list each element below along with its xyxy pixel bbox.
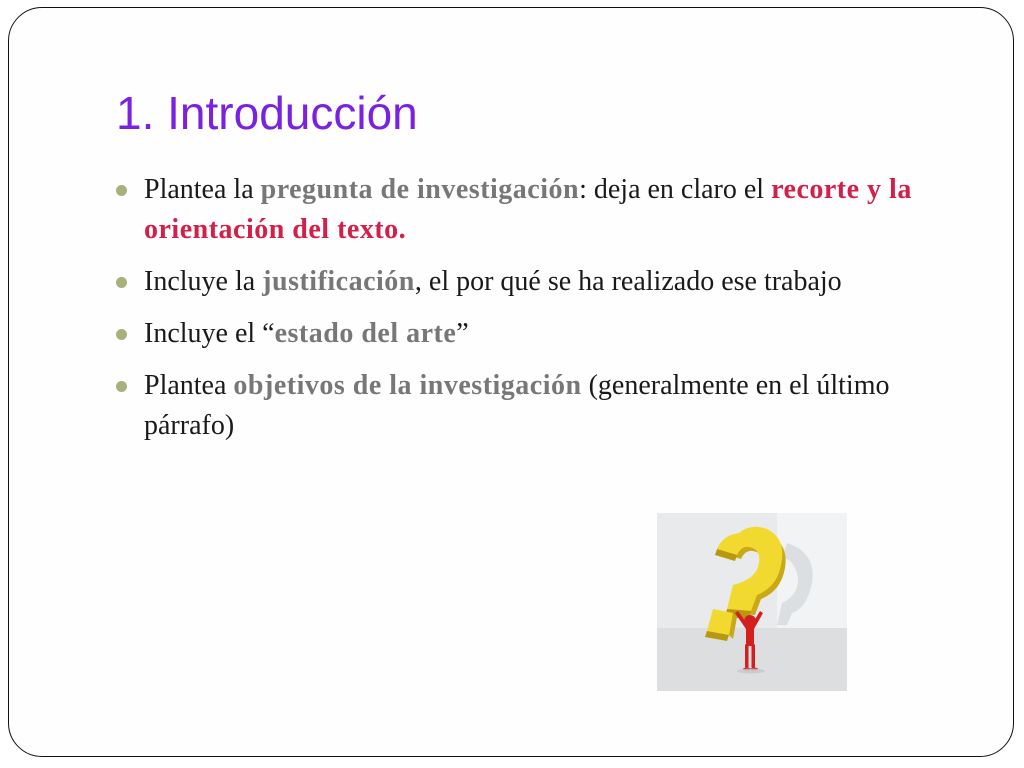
bullet-text: ”: [456, 318, 469, 349]
bullet-text: Incluye la: [144, 266, 263, 297]
bullet-item: [114, 314, 944, 354]
question-mark-figure-image: [657, 513, 847, 691]
bullet-text: Plantea: [144, 370, 234, 401]
bullet-text: , el por qué se ha realizado ese trabajo: [414, 266, 842, 297]
slide-title: 1. Introducción: [116, 87, 418, 139]
bullet-emphasis-text: recorte y la orientación del texto.: [144, 174, 912, 245]
bullet-dot-icon: [116, 381, 127, 392]
bullet-emphasis-text: estado del arte: [274, 318, 457, 349]
bullet-emphasis-text: objetivos de la investigación: [233, 370, 582, 401]
bullet-emphasis-text: pregunta de investigación: [260, 174, 580, 205]
bullet-item: [114, 170, 944, 250]
bullet-dot-icon: [116, 277, 127, 288]
bullet-text: (generalmente en el último párrafo): [144, 370, 890, 441]
bullet-text: Incluye el “: [144, 318, 275, 349]
bullet-item: [114, 262, 944, 302]
bullet-dot-icon: [116, 329, 127, 340]
bullet-dot-icon: [116, 185, 127, 196]
bullet-item: [114, 366, 944, 446]
bullet-text: : deja en claro el: [579, 174, 772, 205]
bullet-emphasis-text: justificación: [262, 266, 415, 297]
bullet-list: [114, 170, 944, 458]
bullet-text: Plantea la: [144, 174, 261, 205]
